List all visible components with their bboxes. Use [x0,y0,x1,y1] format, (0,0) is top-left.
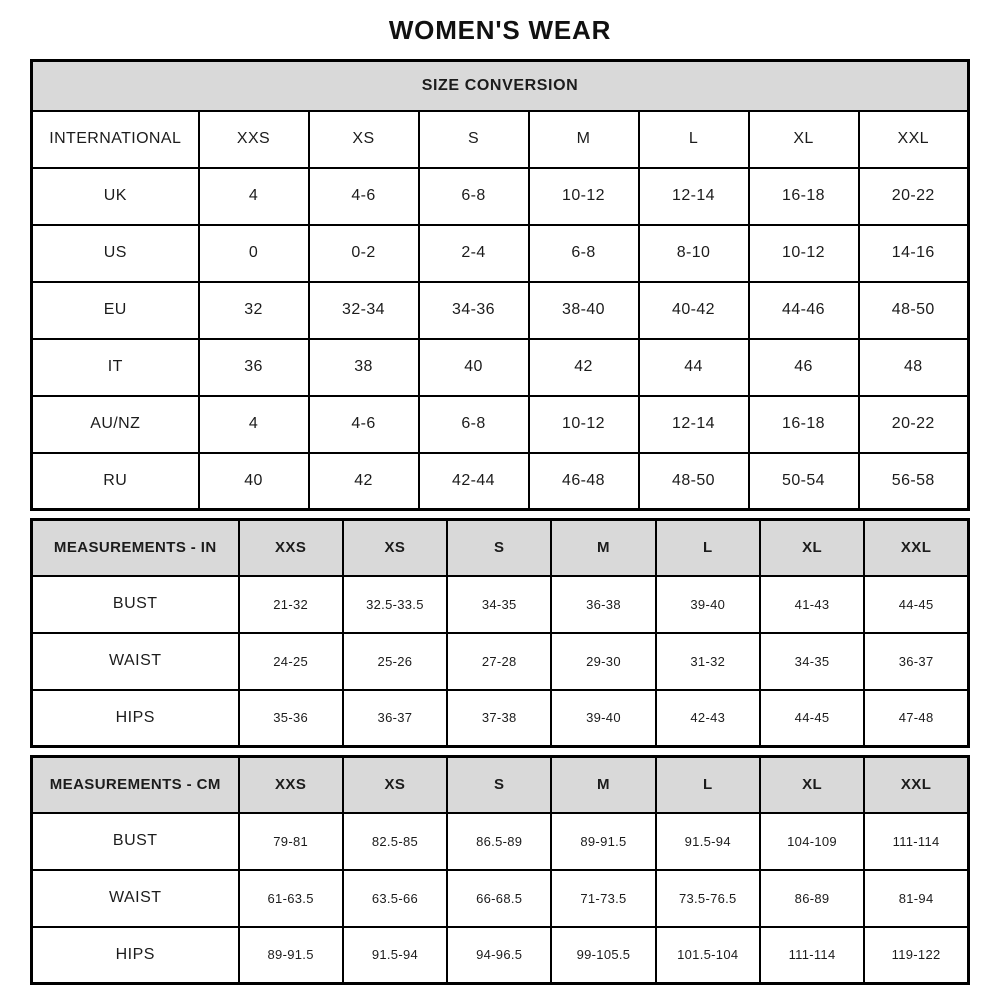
cell-value: 12-14 [639,168,749,225]
cell-value: 20-22 [859,168,969,225]
cell-value: 31-32 [656,633,760,690]
cell-value: 2-4 [419,225,529,282]
cell-value: 46-48 [529,453,639,510]
column-header: S [447,757,551,813]
cell-value: 40 [419,339,529,396]
cell-value: 44-45 [864,576,968,633]
row-label: RU [32,453,199,510]
cell-value: 27-28 [447,633,551,690]
cell-value: 44-45 [760,690,864,747]
column-header: XXS [239,520,343,576]
cell-value: 42 [309,453,419,510]
cell-value: XXS [199,111,309,168]
column-header: M [551,520,655,576]
measurements-cm-header-row [32,757,969,813]
cell-value: 39-40 [551,690,655,747]
cell-value: M [529,111,639,168]
cell-value: 32.5-33.5 [343,576,447,633]
size-conversion-table [30,59,970,511]
cell-value: 21-32 [239,576,343,633]
row-label: WAIST [32,870,239,927]
row-label: INTERNATIONAL [32,111,199,168]
column-header: XS [343,520,447,576]
column-header: XXL [864,520,968,576]
column-header: XL [760,757,864,813]
cell-value: 44 [639,339,749,396]
cell-value: 14-16 [859,225,969,282]
cell-value: 16-18 [749,396,859,453]
cell-value: 41-43 [760,576,864,633]
table-title: MEASUREMENTS - CM [32,757,239,813]
cell-value: 91.5-94 [656,813,760,870]
column-header: L [656,757,760,813]
cell-value: 42 [529,339,639,396]
row-label: HIPS [32,927,239,984]
cell-value: 16-18 [749,168,859,225]
cell-value: 50-54 [749,453,859,510]
cell-value: 111-114 [864,813,968,870]
cell-value: 40-42 [639,282,749,339]
table-row [32,870,969,927]
table-row [32,690,969,747]
cell-value: 89-91.5 [239,927,343,984]
table-row [32,339,969,396]
cell-value: 66-68.5 [447,870,551,927]
cell-value: 42-43 [656,690,760,747]
cell-value: 6-8 [419,396,529,453]
cell-value: L [639,111,749,168]
cell-value: XS [309,111,419,168]
cell-value: 61-63.5 [239,870,343,927]
cell-value: 36-38 [551,576,655,633]
row-label: IT [32,339,199,396]
column-header: XL [760,520,864,576]
cell-value: 89-91.5 [551,813,655,870]
cell-value: 81-94 [864,870,968,927]
cell-value: 73.5-76.5 [656,870,760,927]
cell-value: 0 [199,225,309,282]
cell-value: 48 [859,339,969,396]
column-header: M [551,757,655,813]
cell-value: 91.5-94 [343,927,447,984]
table-row [32,111,969,168]
cell-value: 10-12 [749,225,859,282]
cell-value: 38-40 [529,282,639,339]
cell-value: 86-89 [760,870,864,927]
cell-value: 94-96.5 [447,927,551,984]
cell-value: 46 [749,339,859,396]
cell-value: 47-48 [864,690,968,747]
cell-value: 71-73.5 [551,870,655,927]
cell-value: 39-40 [656,576,760,633]
cell-value: 10-12 [529,168,639,225]
cell-value: 24-25 [239,633,343,690]
cell-value: XL [749,111,859,168]
cell-value: 36-37 [343,690,447,747]
table-row [32,576,969,633]
cell-value: 4 [199,396,309,453]
cell-value: 29-30 [551,633,655,690]
cell-value: 34-35 [447,576,551,633]
cell-value: 86.5-89 [447,813,551,870]
measurements-cm-table [30,755,970,985]
cell-value: 40 [199,453,309,510]
cell-value: 34-35 [760,633,864,690]
table-row [32,633,969,690]
column-header: XXL [864,757,968,813]
cell-value: 25-26 [343,633,447,690]
cell-value: S [419,111,529,168]
column-header: S [447,520,551,576]
cell-value: 82.5-85 [343,813,447,870]
cell-value: 48-50 [639,453,749,510]
table-row [32,225,969,282]
table-row [32,168,969,225]
cell-value: 35-36 [239,690,343,747]
row-label: BUST [32,576,239,633]
cell-value: 32 [199,282,309,339]
cell-value: 6-8 [419,168,529,225]
cell-value: 99-105.5 [551,927,655,984]
table-row [32,453,969,510]
column-header: XS [343,757,447,813]
row-label: WAIST [32,633,239,690]
row-label: AU/NZ [32,396,199,453]
size-conversion-title: SIZE CONVERSION [32,61,969,111]
column-header: L [656,520,760,576]
cell-value: 0-2 [309,225,419,282]
cell-value: 4-6 [309,396,419,453]
cell-value: 4-6 [309,168,419,225]
table-row [32,927,969,984]
cell-value: 6-8 [529,225,639,282]
cell-value: 10-12 [529,396,639,453]
table-title: MEASUREMENTS - IN [32,520,239,576]
cell-value: 37-38 [447,690,551,747]
cell-value: 36-37 [864,633,968,690]
cell-value: XXL [859,111,969,168]
column-header: XXS [239,757,343,813]
cell-value: 36 [199,339,309,396]
cell-value: 48-50 [859,282,969,339]
cell-value: 38 [309,339,419,396]
cell-value: 32-34 [309,282,419,339]
measurements-in-table [30,518,970,748]
cell-value: 8-10 [639,225,749,282]
measurements-in-header-row [32,520,969,576]
cell-value: 79-81 [239,813,343,870]
cell-value: 63.5-66 [343,870,447,927]
cell-value: 12-14 [639,396,749,453]
cell-value: 56-58 [859,453,969,510]
table-row [32,813,969,870]
cell-value: 4 [199,168,309,225]
row-label: HIPS [32,690,239,747]
row-label: EU [32,282,199,339]
cell-value: 34-36 [419,282,529,339]
cell-value: 101.5-104 [656,927,760,984]
table-row [32,396,969,453]
cell-value: 42-44 [419,453,529,510]
page-title: WOMEN'S WEAR [388,15,612,45]
cell-value: 111-114 [760,927,864,984]
cell-value: 44-46 [749,282,859,339]
cell-value: 119-122 [864,927,968,984]
row-label: BUST [32,813,239,870]
row-label: UK [32,168,199,225]
cell-value: 104-109 [760,813,864,870]
cell-value: 20-22 [859,396,969,453]
row-label: US [32,225,199,282]
size-conversion-header-row [32,61,969,111]
table-row [32,282,969,339]
